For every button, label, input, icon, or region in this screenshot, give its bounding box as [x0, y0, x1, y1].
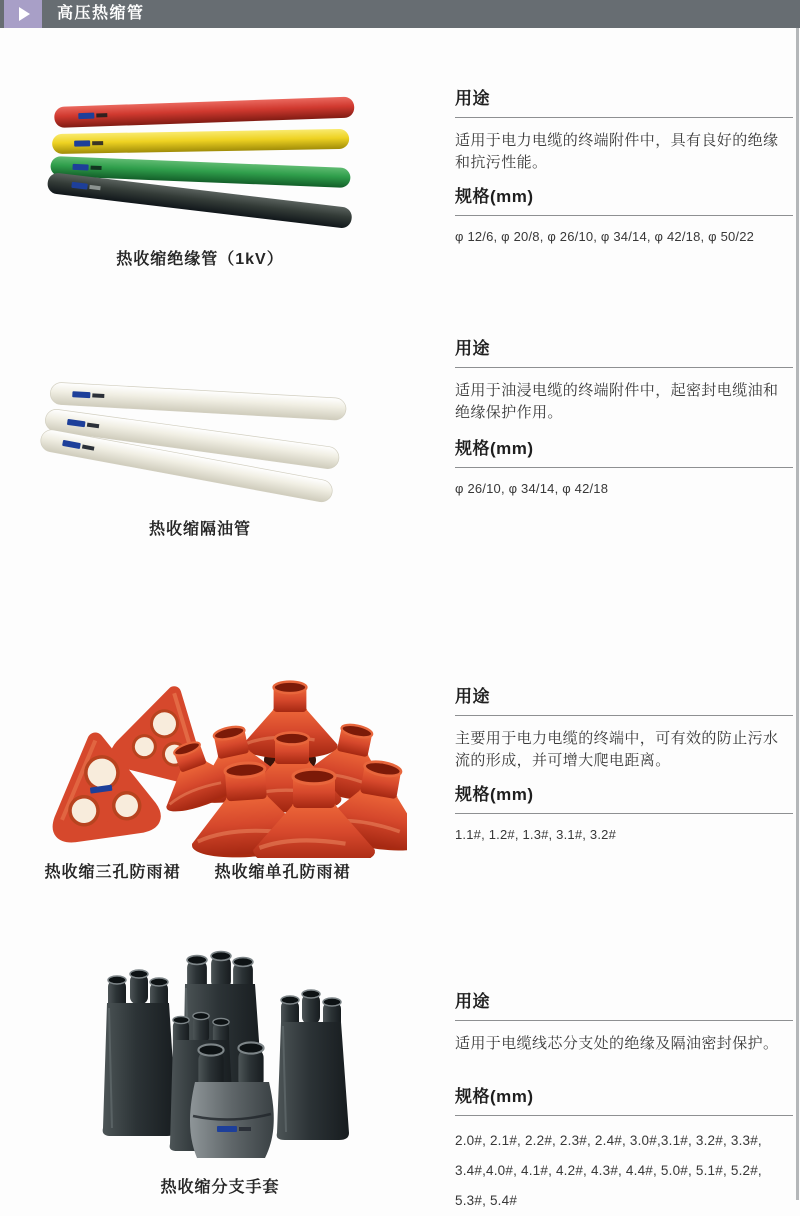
brand-label: [217, 1126, 237, 1132]
spec-text: φ 26/10, φ 34/14, φ 42/18: [455, 481, 609, 496]
usage-text: 适用于电缆线芯分支处的绝缘及隔油密封保护。: [455, 1035, 779, 1052]
yellow-tube: [52, 129, 349, 154]
info-column-3: [455, 686, 793, 846]
breakout-boot: [103, 970, 177, 1136]
brand-label: [72, 164, 88, 171]
spec-text: 2.0#, 2.1#, 2.2#, 2.3#, 2.4#, 3.0#,3.1#, 3.2#, 3.3#, 3.4#,4.0#, 4.1#, 4.2#, 4.3#, 4.4#, 5.0#, 5.1#, 5.2#, 5.3#, 5.4#: [455, 1133, 762, 1208]
product-image-insulation-tubes: [40, 95, 380, 235]
usage-text: 主要用于电力电缆的终端中，可有效的防止污水流的形成，并可增大爬电距离。: [455, 730, 779, 769]
page-edge-line: [796, 28, 799, 1200]
section-header-bar: [0, 0, 800, 28]
usage-heading: 用途: [455, 991, 793, 1021]
product-image-breakout-boots: [85, 948, 375, 1168]
triangle-marker-icon: [19, 7, 30, 21]
spec-heading: 规格(mm): [455, 186, 793, 216]
usage-text: 适用于电力电缆的终端附件中，具有良好的绝缘和抗污性能。: [455, 132, 779, 171]
usage-text: 适用于油浸电缆的终端附件中，起密封电缆油和绝缘保护作用。: [455, 382, 779, 421]
oil-barrier-tubes-illustration: [35, 372, 365, 507]
product-image-rain-skirts: [22, 668, 407, 858]
brand-label: [78, 113, 94, 120]
spec-heading: 规格(mm): [455, 784, 793, 814]
product-caption: 热收缩绝缘管（1kV）: [116, 251, 284, 268]
page-title: 高压热缩管: [57, 5, 145, 22]
product-image-oil-barrier-tubes: [35, 372, 365, 507]
rain-skirts-illustration: [22, 668, 407, 858]
spec-heading: 规格(mm): [455, 1086, 793, 1116]
red-tube: [54, 97, 355, 128]
brand-label: [74, 140, 90, 146]
product-caption: 热收缩三孔防雨裙: [44, 864, 181, 881]
brand-label: [72, 391, 90, 398]
product-caption: 热收缩隔油管: [148, 521, 251, 538]
usage-heading: 用途: [455, 686, 793, 716]
single-hole-skirt-pile: [148, 682, 407, 858]
usage-heading: 用途: [455, 338, 793, 368]
header-accent-block: [4, 0, 42, 28]
spec-text: φ 12/6, φ 20/8, φ 26/10, φ 34/14, φ 42/18, φ 50/22: [455, 229, 755, 244]
product-caption: 热收缩分支手套: [160, 1179, 280, 1196]
info-column-2: [455, 338, 793, 500]
usage-heading: 用途: [455, 88, 793, 118]
spec-text: 1.1#, 1.2#, 1.3#, 3.1#, 3.2#: [455, 827, 617, 842]
insulation-tubes-illustration: [40, 95, 380, 235]
info-column-4: [455, 991, 793, 1216]
breakout-boots-illustration: [85, 948, 375, 1168]
breakout-boot: [277, 990, 349, 1140]
product-caption: 热收缩单孔防雨裙: [214, 864, 351, 881]
spec-heading: 规格(mm): [455, 438, 793, 468]
info-column-1: [455, 88, 793, 248]
